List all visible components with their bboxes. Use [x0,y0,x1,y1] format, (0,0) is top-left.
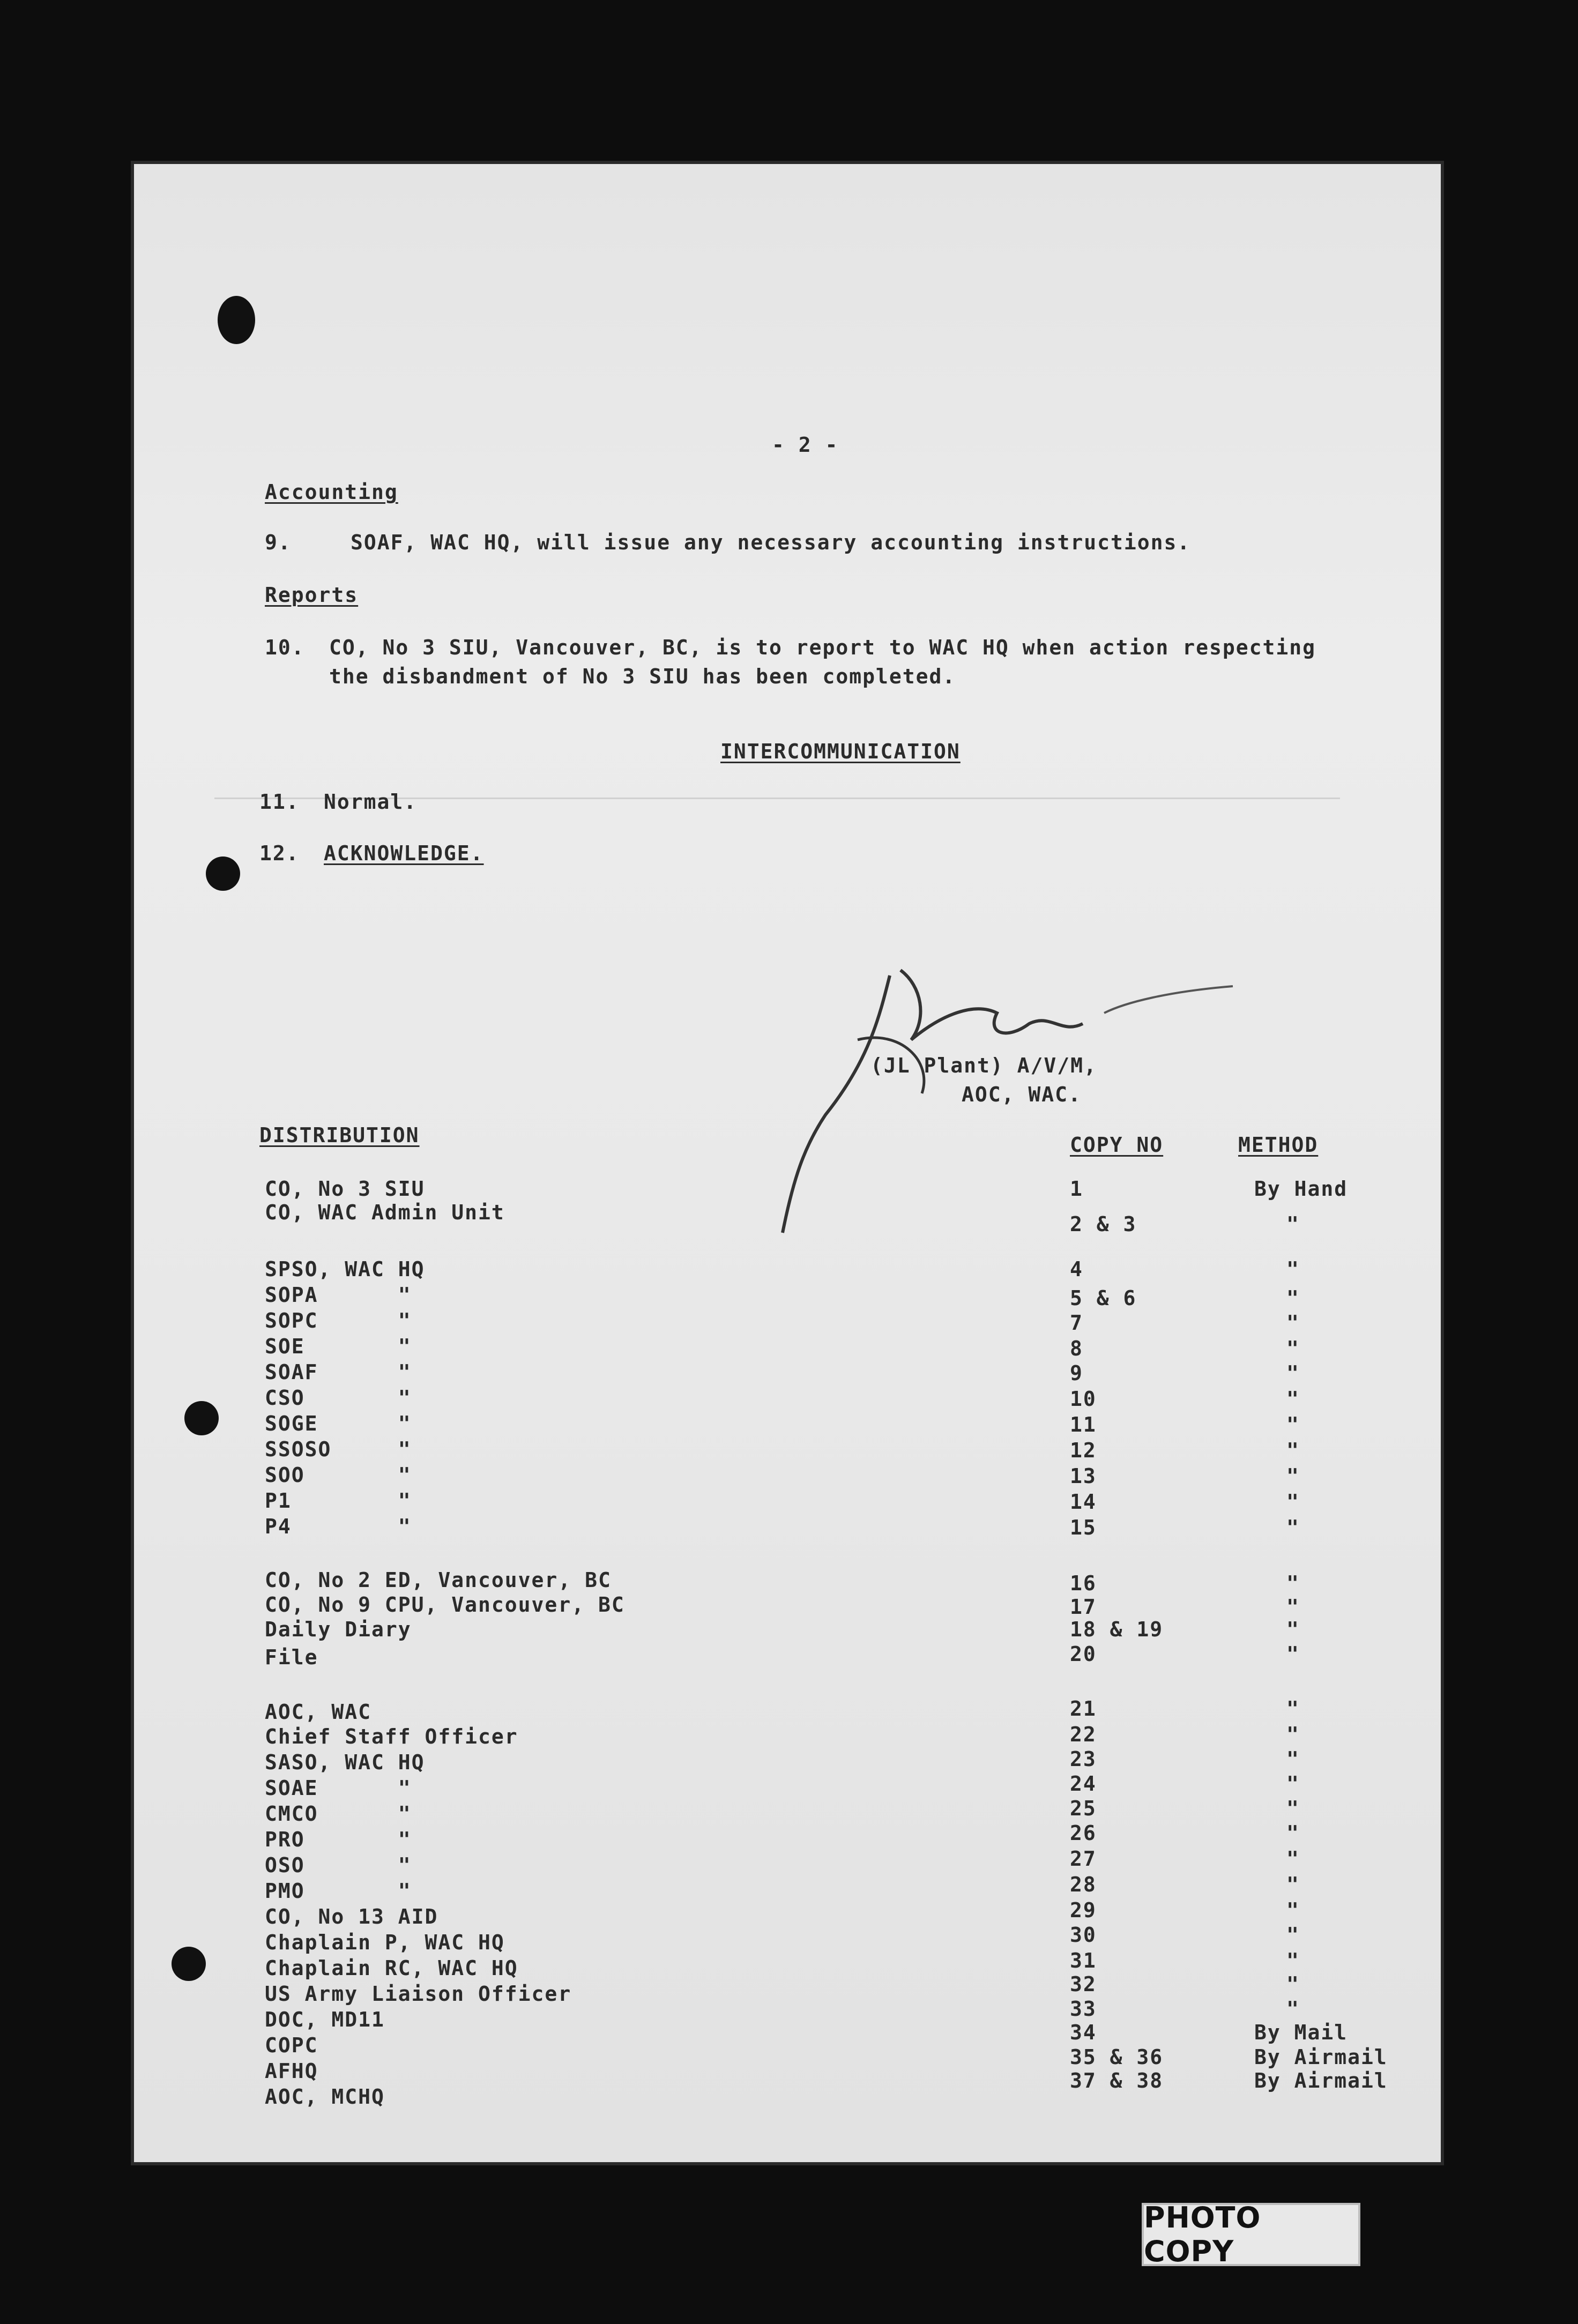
distribution-recipient: SSOSO " [265,1437,412,1461]
distribution-copy-no: 25 [1070,1797,1097,1820]
distribution-recipient: SOAE " [265,1776,412,1800]
distribution-copy-no: 4 [1070,1257,1083,1281]
distribution-method: " [1286,1464,1300,1488]
punch-hole [172,1947,206,1981]
distribution-method: " [1286,1413,1300,1436]
distribution-header: DISTRIBUTION [259,1123,420,1147]
distribution-recipient: OSO " [265,1853,412,1877]
distribution-copy-no: 24 [1070,1772,1097,1796]
distribution-method: " [1286,1697,1300,1720]
distribution-recipient: Chaplain P, WAC HQ [265,1931,505,1954]
distribution-recipient: AFHQ [265,2059,318,2083]
distribution-copy-no: 8 [1070,1337,1083,1360]
distribution-method: " [1286,1847,1300,1871]
distribution-recipient: CO, No 2 ED, Vancouver, BC [265,1568,612,1592]
distribution-recipient: US Army Liaison Officer [265,1982,572,2006]
distribution-recipient: AOC, WAC [265,1700,372,1724]
distribution-recipient: Chaplain RC, WAC HQ [265,1956,518,1980]
distribution-method: By Airmail [1254,2069,1388,2092]
distribution-method: " [1286,1439,1300,1462]
distribution-method: " [1286,1212,1300,1236]
distribution-copy-no: 20 [1070,1642,1097,1666]
punch-hole [218,296,255,344]
signatory-name: (JL Plant) A/V/M, [870,1054,1097,1077]
para-12-text: ACKNOWLEDGE. [324,841,484,865]
photo-copy-stamp: PHOTO COPY [1142,2203,1360,2266]
distribution-copy-no: 31 [1070,1949,1097,1972]
distribution-copy-no: 23 [1070,1747,1097,1771]
distribution-recipient: CO, WAC Admin Unit [265,1201,505,1224]
distribution-recipient: P4 " [265,1515,412,1538]
distribution-copy-no: 26 [1070,1821,1097,1845]
distribution-copy-no: 34 [1070,2021,1097,2044]
distribution-copy-no: 18 & 19 [1070,1618,1164,1641]
distribution-recipient: CO, No 13 AID [265,1905,438,1928]
distribution-recipient: CO, No 3 SIU [265,1177,425,1201]
distribution-recipient: CO, No 9 CPU, Vancouver, BC [265,1593,625,1617]
page-number: - 2 - [772,433,839,457]
distribution-method: " [1286,1490,1300,1514]
distribution-method: " [1286,1571,1300,1595]
distribution-method: " [1286,1286,1300,1310]
para-10-line1: CO, No 3 SIU, Vancouver, BC, is to report to WAC HQ when action respecting [329,636,1316,659]
distribution-recipient: CMCO " [265,1802,412,1826]
reports-heading: Reports [265,583,359,607]
distribution-copy-no: 16 [1070,1571,1097,1595]
distribution-recipient: PMO " [265,1879,412,1903]
distribution-method: " [1286,1516,1300,1539]
distribution-method: " [1286,1642,1300,1666]
distribution-method: By Mail [1254,2021,1348,2044]
distribution-copy-no: 1 [1070,1177,1083,1201]
distribution-method: By Airmail [1254,2045,1388,2069]
distribution-copy-no: 29 [1070,1898,1097,1922]
distribution-recipient: SOPC " [265,1309,412,1332]
distribution-method: " [1286,1898,1300,1922]
distribution-copy-no: 11 [1070,1413,1097,1436]
distribution-method: " [1286,1747,1300,1771]
distribution-method: " [1286,1873,1300,1896]
distribution-copy-no: 33 [1070,1997,1097,2021]
distribution-copy-no: 22 [1070,1723,1097,1746]
accounting-heading: Accounting [265,480,398,504]
distribution-method: " [1286,1361,1300,1385]
para-10-number: 10. [265,636,305,659]
distribution-copy-no: 21 [1070,1697,1097,1720]
distribution-method: " [1286,1997,1300,2021]
distribution-method: " [1286,1772,1300,1796]
signatory-title: AOC, WAC. [962,1083,1082,1106]
distribution-recipient: PRO " [265,1828,412,1851]
distribution-recipient: DOC, MD11 [265,2008,385,2031]
distribution-copy-no: 2 & 3 [1070,1212,1137,1236]
distribution-method: " [1286,1723,1300,1746]
distribution-recipient: SOPA " [265,1283,412,1307]
distribution-copy-no: 12 [1070,1439,1097,1462]
distribution-recipient: AOC, MCHQ [265,2085,385,2109]
distribution-method: " [1286,1821,1300,1845]
distribution-copy-no: 17 [1070,1595,1097,1619]
distribution-method: By Hand [1254,1177,1348,1201]
punch-hole [184,1401,219,1435]
distribution-method: " [1286,1337,1300,1360]
para-9-number: 9. [265,531,292,554]
distribution-recipient: SOE " [265,1335,412,1358]
distribution-method: " [1286,1797,1300,1820]
distribution-copy-no: 5 & 6 [1070,1286,1137,1310]
distribution-method: " [1286,1387,1300,1411]
distribution-copy-no: 32 [1070,1972,1097,1996]
distribution-recipient: SOO " [265,1463,412,1487]
distribution-copy-no: 10 [1070,1387,1097,1411]
distribution-recipient: COPC [265,2034,318,2057]
distribution-method: " [1286,1311,1300,1335]
distribution-method: " [1286,1257,1300,1281]
distribution-recipient: SOGE " [265,1412,412,1435]
distribution-recipient: SASO, WAC HQ [265,1751,425,1774]
para-11-text: Normal. [324,790,418,814]
distribution-copy-no: 14 [1070,1490,1097,1514]
copy-no-header: COPY NO [1070,1133,1164,1157]
distribution-copy-no: 37 & 38 [1070,2069,1164,2092]
distribution-recipient: SPSO, WAC HQ [265,1257,425,1281]
distribution-copy-no: 7 [1070,1311,1083,1335]
distribution-recipient: Chief Staff Officer [265,1725,518,1748]
para-10-line2: the disbandment of No 3 SIU has been completed. [329,665,956,688]
distribution-recipient: Daily Diary [265,1618,412,1641]
distribution-method: " [1286,1949,1300,1972]
distribution-copy-no: 28 [1070,1873,1097,1896]
distribution-recipient: File [265,1645,318,1669]
distribution-recipient: CSO " [265,1386,412,1410]
intercommunication-heading: INTERCOMMUNICATION [720,740,961,763]
distribution-copy-no: 13 [1070,1464,1097,1488]
distribution-copy-no: 15 [1070,1516,1097,1539]
distribution-method: " [1286,1972,1300,1996]
distribution-recipient: SOAF " [265,1360,412,1384]
para-12-number: 12. [259,841,300,865]
distribution-copy-no: 27 [1070,1847,1097,1871]
distribution-copy-no: 35 & 36 [1070,2045,1164,2069]
distribution-method: " [1286,1595,1300,1619]
distribution-method: " [1286,1618,1300,1641]
distribution-copy-no: 30 [1070,1923,1097,1947]
para-11-number: 11. [259,790,300,814]
para-9-text: SOAF, WAC HQ, will issue any necessary accounting instructions. [351,531,1191,554]
method-header: METHOD [1238,1133,1319,1157]
distribution-recipient: P1 " [265,1489,412,1513]
distribution-copy-no: 9 [1070,1361,1083,1385]
punch-hole [206,856,240,891]
distribution-method: " [1286,1923,1300,1947]
